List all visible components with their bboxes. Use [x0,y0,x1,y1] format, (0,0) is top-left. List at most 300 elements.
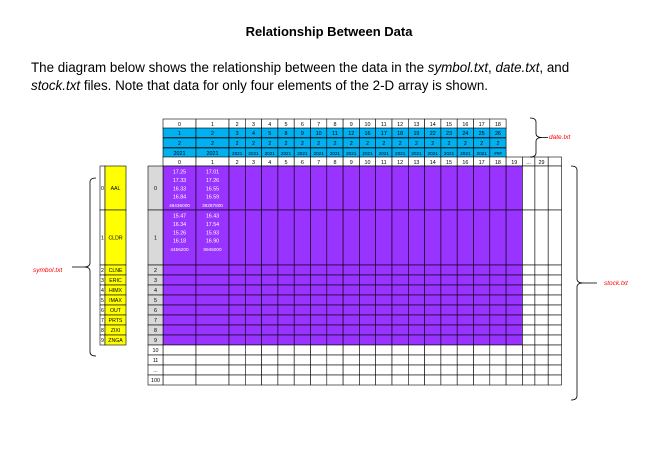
stock-cell [262,305,278,315]
stock-header-text: 8 [333,160,337,166]
stock-cell [376,275,392,285]
stock-cell [163,285,196,295]
date-cell-text: 2 [382,141,386,147]
stock-cell [506,285,522,295]
stock-cell [196,355,229,365]
stock-cell [311,325,327,335]
date-cell-text: 2 [211,141,214,147]
stock-cell [408,275,424,285]
stock-cell [376,305,392,315]
stock-cell [294,285,310,295]
stock-cell [245,305,261,315]
date-cell-text: 2 [284,141,288,147]
stock-cell [359,355,375,365]
stock-cell [376,335,392,345]
stock-cell [535,210,548,265]
stock-cell [163,295,196,305]
stock-cell [343,365,359,375]
stock-value: 16.59 [205,194,220,201]
stock-cell [490,365,506,375]
stock-cell [408,315,424,325]
stock-cell [163,345,196,355]
date-cell-text: 14 [429,122,436,128]
date-cell-text: 2021 [264,151,275,156]
stock-cell [294,210,310,265]
stock-cell [278,375,294,385]
stock-cell [376,365,392,375]
row-index-text: ... [153,368,158,374]
stock-cell [311,345,327,355]
stock-cell [245,345,261,355]
stock-cell [229,355,245,365]
stock-cell [311,305,327,315]
stock-cell [311,355,327,365]
stock-cell [490,275,506,285]
stock-cell [245,335,261,345]
stock-cell [196,335,229,345]
stock-cell [229,305,245,315]
symbol-name-text: ERIC [109,278,122,284]
stock-cell [535,325,548,335]
stock-cell [425,295,441,305]
stock-cell [343,275,359,285]
stock-value: 49436000 [169,203,190,209]
date-cell-text: 2 [178,141,181,147]
row-index-text: 100 [151,378,160,384]
stock-cell [441,345,457,355]
date-cell-text: 4 [251,131,255,137]
stock-cell [376,285,392,295]
stock-cell [229,365,245,375]
stock-cell [474,275,490,285]
stock-cell [506,375,522,385]
date-cell-text: 1 [178,131,181,137]
stock-cell [392,265,408,275]
stock-cell [327,365,343,375]
page-title: Relationship Between Data [245,24,413,39]
stock-cell [294,315,310,325]
date-cell-text: 2021 [362,151,373,156]
stock-cell [408,335,424,345]
row-index-text: 0 [154,186,157,192]
stock-cell [408,295,424,305]
stock-cell [229,285,245,295]
date-cell-text: 2 [349,141,353,147]
stock-cell [163,315,196,325]
stock-cell [245,355,261,365]
stock-cell [457,305,473,315]
symbol-index-text: 8 [101,328,104,334]
date-cell-text: 8 [284,131,288,137]
stock-cell [278,285,294,295]
stock-cell [311,295,327,305]
stock-cell [425,315,441,325]
intro-text-3: , and [539,60,570,75]
stock-file-name: stock.txt [31,78,81,93]
stock-cell [196,375,229,385]
stock-cell [392,275,408,285]
stock-value: 15.26 [172,230,187,237]
stock-cell [327,210,343,265]
stock-cell [490,305,506,315]
stock-cell [327,345,343,355]
stock-value: 16.34 [172,221,187,228]
stock-cell [359,365,375,375]
stock-cell [262,325,278,335]
stock-value: 17.54 [205,221,220,228]
stock-cell [548,285,561,295]
date-cell-text: 2 [463,141,467,147]
date-cell-text: 11 [332,131,338,137]
stock-value: 9945000 [203,247,222,253]
stock-cell [490,265,506,275]
symbol-index-text: 7 [101,318,104,324]
stock-cell [163,325,196,335]
date-cell-text: 7 [317,122,321,128]
stock-cell [392,365,408,375]
stock-cell [163,355,196,365]
stock-cell [376,375,392,385]
stock-cell [548,166,561,210]
stock-cell [294,325,310,335]
stock-cell [262,315,278,325]
date-cell-text: 2021 [411,151,422,156]
date-cell-text: 10 [364,122,371,128]
symbol-file-name: symbol.txt [427,60,489,75]
symbol-index-text: 5 [101,298,104,304]
stock-cell [229,275,245,285]
stock-cell [376,315,392,325]
stock-cell [408,375,424,385]
date-cell-text: 2 [235,141,239,147]
stock-cell [278,265,294,275]
stock-cell [343,265,359,275]
stock-cell [392,285,408,295]
stock-cell [294,265,310,275]
stock-cell [506,335,522,345]
date-cell-text: 9 [349,122,353,128]
stock-header-text: 18 [494,160,501,166]
stock-cell [506,275,522,285]
stock-cell [229,335,245,345]
stock-cell [474,305,490,315]
stock-cell [294,375,310,385]
stock-header-text: 3 [251,160,255,166]
stock-cell [245,210,261,265]
stock-cell [359,166,375,210]
stock-cell [163,265,196,275]
stock-cell [245,325,261,335]
date-cell-text: 2 [414,141,418,147]
stock-value: 16.55 [205,186,220,193]
stock-cell [474,285,490,295]
stock-cell [474,335,490,345]
stock-cell [196,285,229,295]
stock-cell [548,295,561,305]
stock-cell [262,166,278,210]
date-cell-text: 2 [398,141,402,147]
stock-cell [548,210,561,265]
stock-cell [278,305,294,315]
intro-text-1: The diagram below shows the relationship between the data in the [31,60,428,75]
row-index-text: 3 [154,278,157,284]
stock-value: 15.47 [172,213,187,220]
stock-header-text: 13 [413,160,420,166]
stock-cell [359,295,375,305]
stock-cell [548,305,561,315]
stock-cell [474,355,490,365]
stock-cell [490,210,506,265]
stock-cell [376,295,392,305]
stock-cell [535,345,548,355]
date-cell-text: 2021 [427,151,438,156]
stock-cell [311,275,327,285]
stock-header-text: 9 [349,160,353,166]
stock-header-text: 11 [381,160,387,166]
stock-cell [196,305,229,315]
stock-cell [311,166,327,210]
date-cell-text: 16 [462,122,469,128]
stock-cell [327,265,343,275]
date-cell-text: 2021 [395,151,406,156]
stock-cell [522,285,535,295]
stock-cell [376,210,392,265]
date-cell-text: 2021 [297,151,308,156]
stock-cell [425,325,441,335]
intro-text-4: files. Note that data for only four elements of the 2-D array is shown. [80,78,488,93]
date-cell-text: 12 [348,131,355,137]
stock-value: 17.25 [172,169,187,176]
stock-cell [522,166,535,210]
stock-cell [196,295,229,305]
date-cell-text: 2021 [232,151,243,156]
stock-cell [535,166,548,210]
symbol-index-text: 3 [101,278,104,284]
stock-cell [425,210,441,265]
date-cell-text: 3 [251,122,255,128]
symbol-file-label: symbol.txt [33,267,63,274]
stock-cell [490,285,506,295]
stock-cell [408,355,424,365]
symbol-name-text: ZIXI [110,328,121,334]
stock-cell [294,305,310,315]
date-cell-text: 2021 [313,151,324,156]
date-cell-text: 24 [462,131,469,137]
stock-cell [196,345,229,355]
stock-cell [262,275,278,285]
stock-cell [196,265,229,275]
symbol-name-text: OUT [110,308,121,314]
symbol-name-text: PRTS [108,318,123,324]
stock-cell [441,166,457,210]
date-cell-text: 13 [413,122,420,128]
symbol-name-text: CLNE [108,268,123,274]
date-table [163,119,506,158]
stock-header-text: 16 [462,160,469,166]
stock-cell [262,285,278,295]
stock-cell [408,345,424,355]
date-cell-text: 19 [413,131,420,137]
stock-value: 16.90 [205,238,220,245]
stock-cell [506,166,522,210]
date-cell-text: 2 [211,131,214,137]
date-cell-text: 2 [235,122,239,128]
stock-cell [245,265,261,275]
symbol-brace [84,178,96,356]
date-cell-text: 22 [429,131,436,137]
stock-cell [392,355,408,365]
stock-cell [441,325,457,335]
date-cell-text: 9 [300,131,304,137]
stock-cell [474,265,490,275]
stock-cell [392,305,408,315]
stock-brace [571,166,583,400]
stock-cell [425,166,441,210]
stock-table [148,157,562,385]
date-cell-text: 2 [431,141,435,147]
stock-cell [245,285,261,295]
stock-file-label: stock.txt [604,280,628,287]
stock-cell [262,345,278,355]
date-cell-text: 4 [268,122,272,128]
stock-cell [392,375,408,385]
stock-cell [392,210,408,265]
stock-cell [506,315,522,325]
stock-cell [522,265,535,275]
stock-cell [311,210,327,265]
symbol-name-text: IMAX [109,298,122,304]
stock-cell [229,345,245,355]
symbol-name-text: CLDR [108,235,123,242]
stock-value: 17.01 [205,169,220,176]
stock-cell [311,335,327,345]
stock-cell [245,295,261,305]
stock-cell [522,335,535,345]
date-cell-text: 2 [268,141,272,147]
stock-cell [535,355,548,365]
stock-cell [343,375,359,385]
date-cell-text: 5 [268,131,272,137]
stock-cell [535,265,548,275]
date-cell-text: 6 [300,122,304,128]
symbol-index-text: 0 [101,186,104,192]
stock-value: 39287800 [202,203,223,209]
stock-cell [490,315,506,325]
row-index-text: 11 [152,358,159,364]
stock-cell [327,375,343,385]
stock-cell [408,325,424,335]
intro-text-2: , [488,60,496,75]
row-index-text: 10 [152,348,159,354]
stock-cell [425,365,441,375]
stock-cell [229,375,245,385]
stock-cell [506,355,522,365]
stock-cell [278,335,294,345]
stock-cell [262,295,278,305]
stock-header-text: ... [526,160,531,166]
stock-cell [327,305,343,315]
stock-cell [245,166,261,210]
stock-cell [163,305,196,315]
stock-cell [278,345,294,355]
date-cell-text: 18 [397,131,404,137]
stock-value: 16.43 [205,213,220,220]
stock-cell [294,295,310,305]
row-index-text: 7 [154,318,157,324]
stock-cell [245,375,261,385]
stock-cell [408,285,424,295]
stock-cell [535,285,548,295]
date-cell-text: 3 [235,131,239,137]
date-cell-text: 17 [478,122,485,128]
stock-cell [548,265,561,275]
stock-cell [457,325,473,335]
stock-cell [376,265,392,275]
stock-cell [457,375,473,385]
stock-cell [522,365,535,375]
stock-cell [359,375,375,385]
stock-cell [359,315,375,325]
stock-cell [262,375,278,385]
stock-cell [376,355,392,365]
stock-cell [196,275,229,285]
date-cell-text: 0 [178,122,181,128]
stock-cell [262,365,278,375]
stock-cell [311,285,327,295]
stock-cell [522,345,535,355]
stock-cell [343,210,359,265]
stock-cell [343,345,359,355]
symbol-index-text: 6 [101,308,104,314]
stock-cell [245,365,261,375]
date-cell-text: 17 [380,131,387,137]
stock-cell [278,325,294,335]
stock-cell [245,315,261,325]
stock-cell [278,210,294,265]
stock-cell [278,315,294,325]
stock-cell [425,355,441,365]
stock-cell [294,335,310,345]
stock-cell [548,365,561,375]
stock-cell [490,375,506,385]
stock-cell [506,325,522,335]
stock-cell [490,355,506,365]
stock-header-text: 7 [317,160,321,166]
date-cell-text: 2021 [443,151,455,156]
stock-cell [294,345,310,355]
stock-header-text: 1 [211,160,214,166]
row-index-text: 4 [154,288,157,294]
stock-cell [457,355,473,365]
stock-cell [457,365,473,375]
stock-cell [441,210,457,265]
stock-value: 16.84 [172,194,187,201]
stock-header-text: 2 [235,160,239,166]
stock-value: 17.33 [172,177,187,184]
symbol-table [100,166,126,345]
row-index-text: 9 [154,338,157,344]
date-cell-text: 2021 [173,151,186,157]
stock-cell [262,335,278,345]
stock-cell [457,166,473,210]
stock-cell [408,166,424,210]
symbol-name-text: ZNGA [108,338,123,344]
date-cell-text: 2 [447,141,451,147]
stock-cell [441,355,457,365]
stock-cell [548,325,561,335]
stock-value: 15.93 [205,230,220,237]
stock-cell [522,305,535,315]
